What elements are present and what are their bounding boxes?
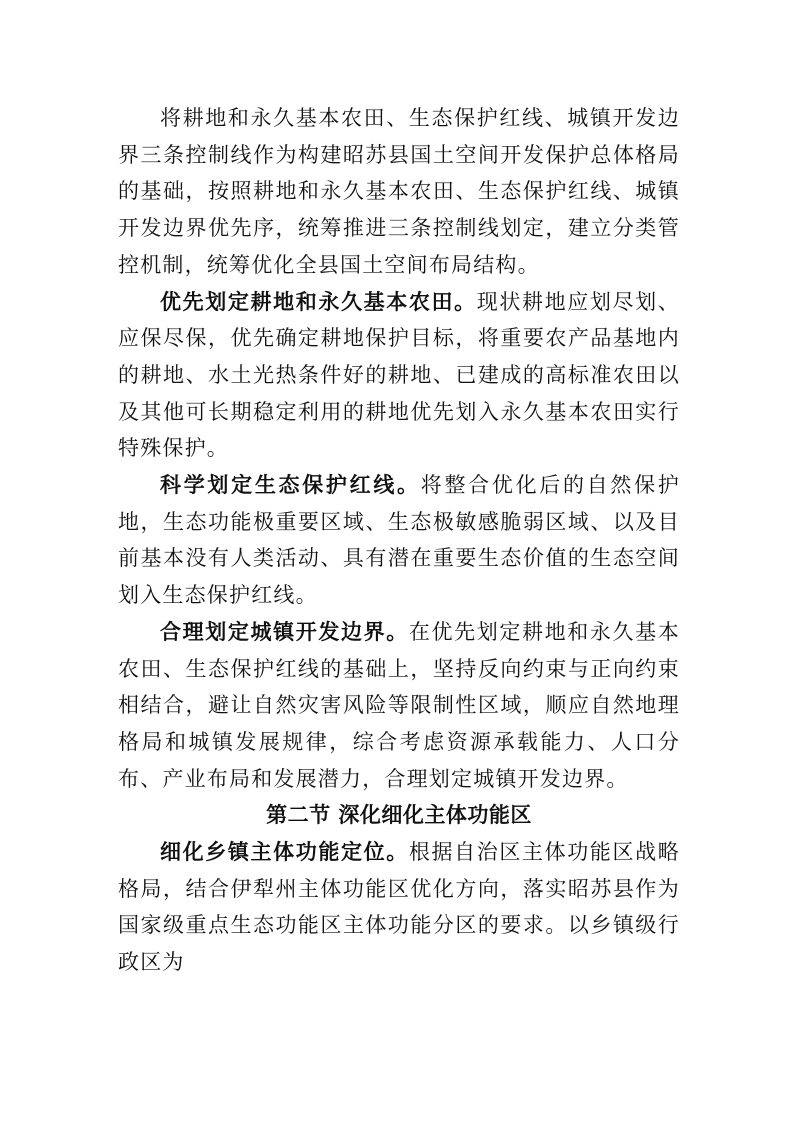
paragraph-body: 将耕地和永久基本农田、生态保护红线、城镇开发边界三条控制线作为构建昭苏县国土空间开发保护总体格局的基础，按照耕地和永久基本农田、生态保护红线、城镇开发边界优先序，统筹推进三条控制线划定，建立分类管控机制，统筹优化全县国土空间布局结构。 bbox=[118, 106, 680, 277]
paragraph-body: 将整合优化后的自然保护地，生态功能极重要区域、生态极敏感脆弱区域、以及目前基本没有人类活动、具有潜在重要生态价值的生态空间划入生态保护红线。 bbox=[118, 473, 680, 608]
paragraph-urban-boundary bbox=[118, 614, 680, 798]
paragraph-lead: 科学划定生态保护红线。 bbox=[160, 473, 421, 498]
paragraph-lead: 细化乡镇主体功能定位。 bbox=[160, 840, 409, 865]
paragraph-ecological-redline bbox=[118, 467, 680, 614]
paragraph-township-function bbox=[118, 834, 680, 981]
paragraph-lead: 合理划定城镇开发边界。 bbox=[160, 619, 409, 644]
paragraph-farmland bbox=[118, 284, 680, 468]
paragraph-body: 现状耕地应划尽划、应保尽保，优先确定耕地保护目标，将重要农产品基地内的耕地、水土光热条件好的耕地、已建成的高标准农田以及其他可长期稳定利用的耕地优先划入永久基本农田实行特殊保护。 bbox=[118, 289, 680, 461]
paragraph-body: 根据自治区主体功能区战略格局，结合伊犁州主体功能区优化方向，落实昭苏县作为国家级重点生态功能区主体功能分区的要求。以乡镇级行政区为 bbox=[118, 840, 681, 975]
paragraph-three-control-lines bbox=[118, 100, 680, 284]
paragraph-lead: 优先划定耕地和永久基本农田。 bbox=[160, 289, 477, 314]
document-page bbox=[118, 100, 680, 981]
paragraph-body: 在优先划定耕地和永久基本农田、生态保护红线的基础上，坚持反向约束与正向约束相结合，避让自然灾害风险等限制性区域，顺应自然地理格局和城镇发展规律，综合考虑资源承载能力、人口分布、产业布局和发展潜力，合理划定城镇开发边界。 bbox=[118, 619, 681, 791]
section-heading: 第二节 深化细化主体功能区 bbox=[266, 803, 532, 828]
